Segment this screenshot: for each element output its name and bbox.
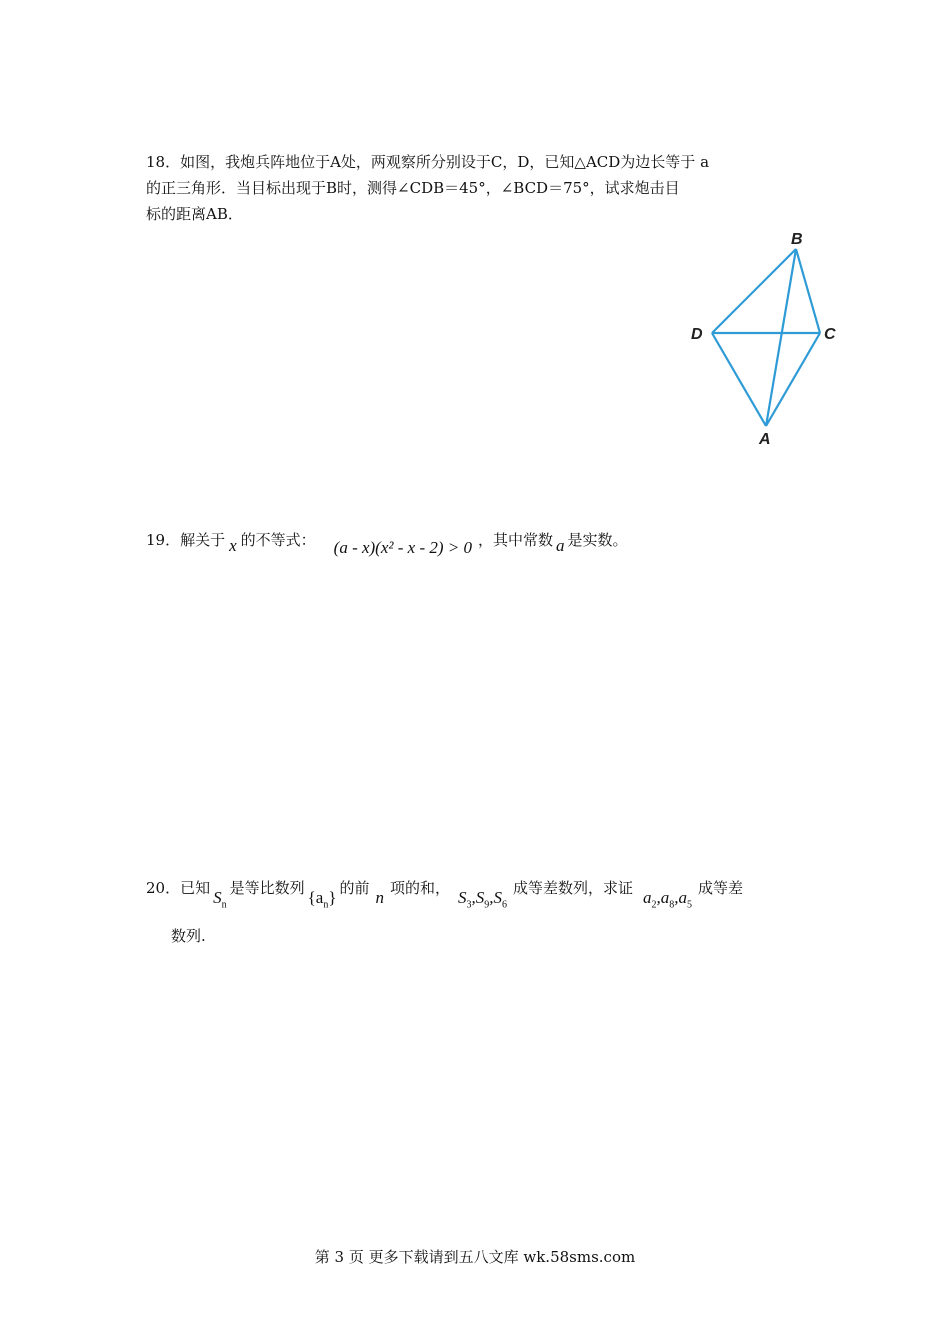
edge-DA [712,333,766,426]
q18-line-1: 18．如图，我炮兵阵地位于A处，两观察所分别设于C，D，已知△ACD为边长等于 a [146,153,710,171]
label-D: D [691,326,703,343]
q19-suffix-2: 是实数。 [567,531,628,549]
q18-line-3: 标的距离AB． [146,205,243,223]
q19-var-a: a [556,536,565,555]
rhombus-figure [680,222,850,450]
q19-line [146,530,628,557]
q20-prefix: 20．已知 [146,879,211,897]
q20-text-4: 成等差数列，求证 [513,879,634,897]
q20-text-2: 的前 [339,879,370,897]
q20-var-n: n [375,888,385,907]
q20-s-terms: $S_3,S_9,S_6$ [458,888,508,911]
q20-text-1: 是等比数列 [229,879,305,897]
label-B: B [791,231,803,248]
q20-text-5: 成等差 [698,879,744,897]
q19-inequality: (a - x)(x² - x - 2) > 0 [333,538,472,557]
q20-text-3: 项的和， [390,879,451,897]
q20-line-1 [146,878,744,911]
q20-sequence: $\{a_n\}$ [307,888,337,911]
q20-a-terms: $a_2,a_8,a_5$ [643,888,693,911]
label-C: C [824,326,836,343]
q20-line-2: 数列. [171,927,206,945]
q19-prefix: 19．解关于 [146,531,226,549]
q20-sn: $S_n$ [213,888,227,911]
q18-line-2: 的正三角形．当目标出现于B时，测得∠CDB＝45°，∠BCD＝75°，试求炮击目 [146,179,680,197]
q19-suffix-1: ，其中常数 [478,531,554,549]
page-footer: 第 3 页 更多下载请到五八文库 wk.58sms.com [314,1248,636,1266]
q19-mid: 的不等式： [240,531,316,549]
edge-BC [796,249,820,333]
label-A: A [759,431,771,448]
q19-var-x: x [229,536,237,555]
